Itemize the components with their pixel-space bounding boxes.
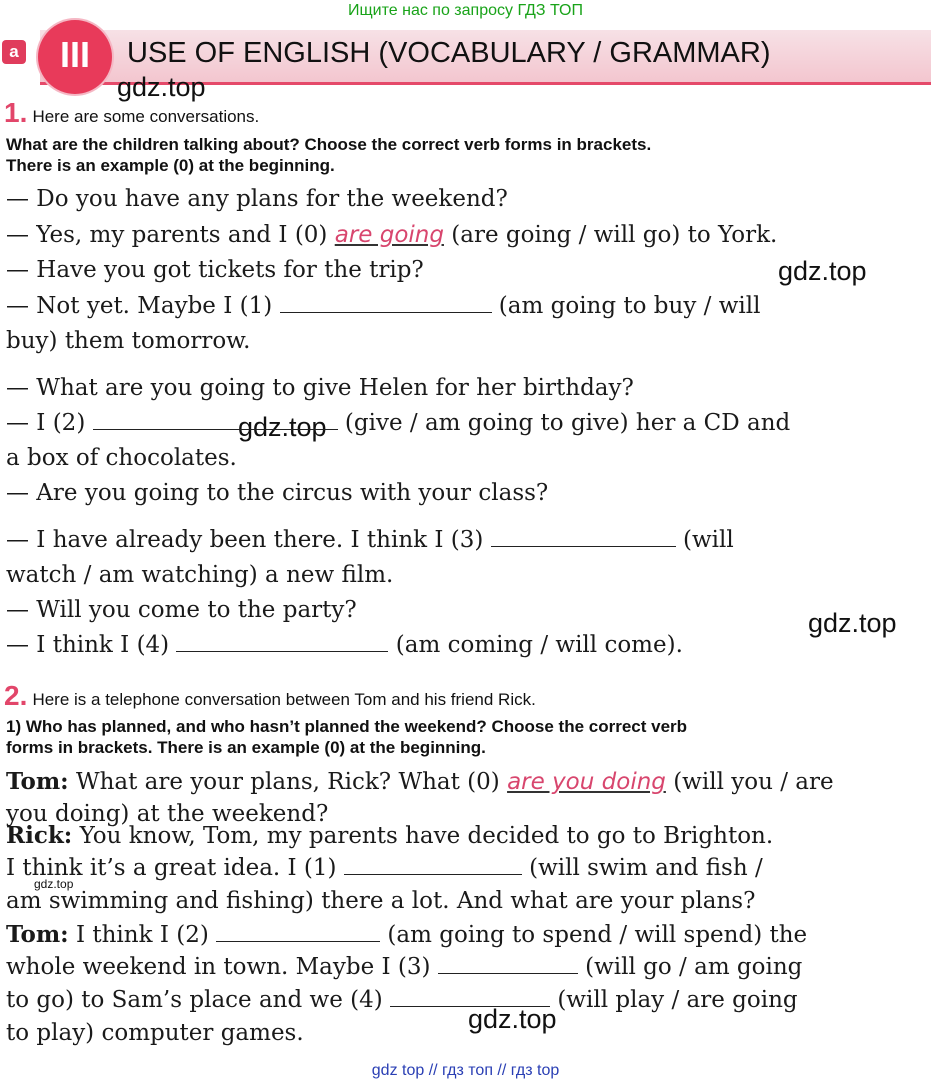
section-number-badge: III (38, 20, 112, 94)
watermark: gdz.top (808, 608, 897, 638)
section-letter-icon: a (2, 40, 26, 64)
answer-blank-3[interactable] (491, 528, 676, 547)
dialogue-line: — Have you got tickets for the trip? (6, 257, 424, 283)
exercise-1-heading (4, 97, 259, 129)
dialogue-line: buy) them tomorrow. (6, 328, 251, 354)
bottom-banner: gdz top // гдз топ // гдз top (371, 1062, 560, 1079)
exercise-instruction: There is an example (0) at the beginning. (6, 156, 335, 175)
dialogue-line: I think it’s a great idea. I (1) (will swim and fish / (6, 855, 763, 881)
section-title: USE OF ENGLISH (VOCABULARY / GRAMMAR) (127, 37, 771, 69)
dialogue-line: whole weekend in town. Maybe I (3) (will go / am going (6, 954, 803, 980)
exercise-2-heading (4, 680, 536, 712)
dialogue-line: Rick: You know, Tom, my parents have decided to go to Brighton. (6, 822, 774, 849)
answer-blank-1[interactable] (280, 294, 492, 313)
exercise-intro: Here are some conversations. (32, 107, 260, 126)
answer-blank-2[interactable] (93, 411, 338, 430)
dialogue-line: — Yes, my parents and I (0) are going (are going / will go) to York. (6, 222, 778, 248)
dialogue-line: — I (2) (give / am going to give) her a CD and (6, 410, 791, 436)
exercise-instruction: What are the children talking about? Choose the correct verb forms in brackets. (6, 135, 652, 154)
dialogue-line: — Do you have any plans for the weekend? (6, 186, 508, 212)
dialogue-line: am swimming and fishing) there a lot. And what are your plans? (6, 888, 756, 914)
dialogue-line: to play) computer games. (6, 1020, 304, 1046)
example-answer: are going (334, 222, 444, 248)
answer-blank-3[interactable] (438, 955, 578, 974)
answer-blank-4[interactable] (390, 988, 550, 1007)
exercise-instruction: forms in brackets. There is an example (0) at the beginning. (6, 738, 486, 757)
speaker-rick: Rick: (6, 822, 73, 849)
speaker-tom: Tom: (6, 768, 69, 795)
answer-blank-1[interactable] (344, 856, 522, 875)
dialogue-line: — What are you going to give Helen for her birthday? (6, 375, 634, 401)
dialogue-line: — Are you going to the circus with your class? (6, 480, 549, 506)
dialogue-line: watch / am watching) a new film. (6, 562, 394, 588)
exercise-intro: Here is a telephone conversation between Tom and his friend Rick. (32, 690, 536, 709)
watermark: gdz.top (117, 72, 206, 102)
dialogue-line: Tom: What are your plans, Rick? What (0) are you doing (will you / are (6, 768, 834, 795)
dialogue-line: — Not yet. Maybe I (1) (am going to buy / will (6, 293, 761, 319)
exercise-instruction: 1) Who has planned, and who hasn’t planned the weekend? Choose the correct verb (6, 717, 688, 736)
watermark: gdz.top (34, 877, 74, 891)
watermark: gdz.top (778, 256, 867, 286)
dialogue-line: — I have already been there. I think I (3) (will (6, 527, 734, 553)
dialogue-line: — I think I (4) (am coming / will come). (6, 632, 683, 658)
answer-blank-4[interactable] (176, 633, 388, 652)
example-answer: are you doing (507, 769, 666, 795)
exercise-number: 1. (4, 97, 28, 128)
dialogue-line: you doing) at the weekend? (6, 801, 329, 827)
watermark: gdz.top (238, 412, 327, 442)
dialogue-line: to go) to Sam’s place and we (4) (will play / are going (6, 987, 798, 1013)
speaker-tom: Tom: (6, 921, 69, 948)
answer-blank-2[interactable] (216, 923, 380, 942)
dialogue-line: — Will you come to the party? (6, 597, 357, 623)
exercise-number: 2. (4, 680, 28, 711)
top-banner: Ищите нас по запросу ГДЗ ТОП (348, 2, 583, 19)
dialogue-line: a box of chocolates. (6, 445, 237, 471)
dialogue-line: Tom: I think I (2) (am going to spend / will spend) the (6, 921, 808, 948)
watermark: gdz.top (468, 1004, 557, 1034)
